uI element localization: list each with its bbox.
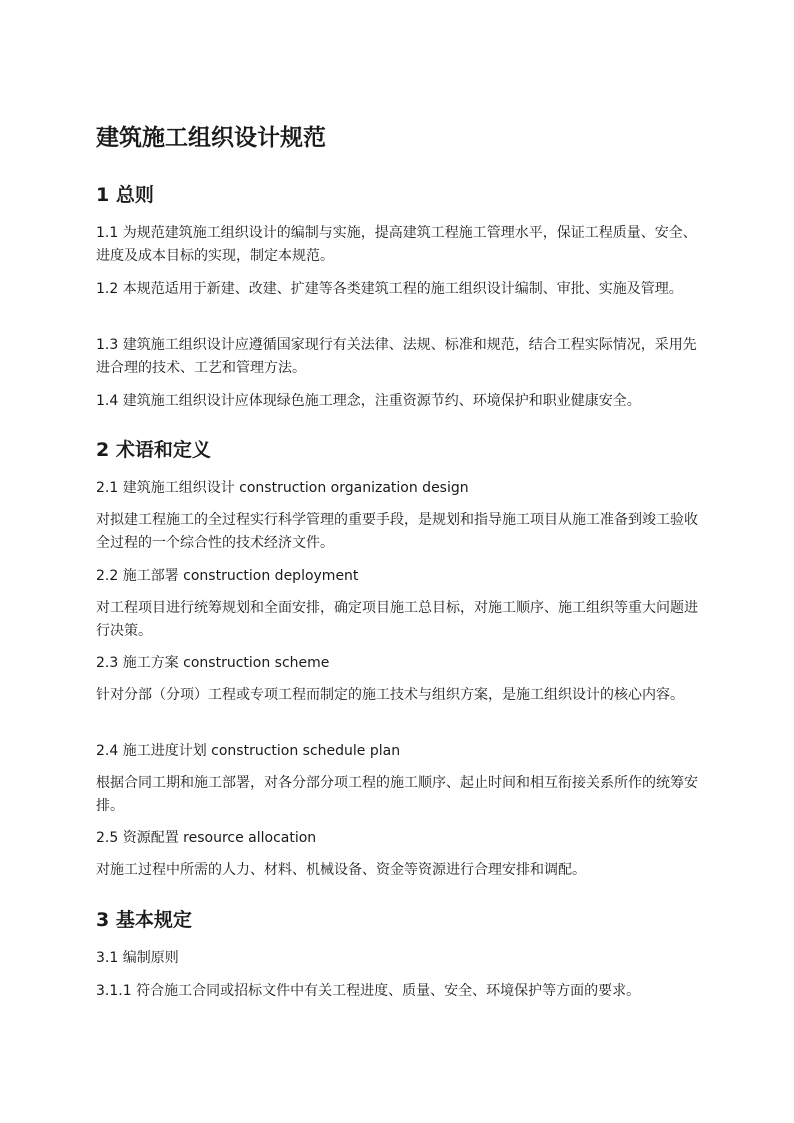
definition-2-5: 对施工过程中所需的人力、材料、机械设备、资金等资源进行合理安排和调配。 bbox=[96, 862, 586, 878]
definition-2-3: 针对分部（分项）工程或专项工程而制定的施工技术与组织方案，是施工组织设计的核心内容。 bbox=[96, 687, 684, 703]
definition-2-4: 根据合同工期和施工部署，对各分部分项工程的施工顺序、起止时间和相互衔接关系所作的统筹安排。 bbox=[96, 775, 698, 814]
term-2-4: 2.4 施工进度计划 construction schedule plan bbox=[96, 743, 401, 759]
term-2-3: 2.3 施工方案 construction scheme bbox=[96, 655, 330, 671]
subsection-3-1: 3.1 编制原则 bbox=[96, 950, 179, 966]
term-2-1: 2.1 建筑施工组织设计 construction organization design bbox=[96, 480, 469, 496]
definition-2-1: 对拟建工程施工的全过程实行科学管理的重要手段，是规划和指导施工项目从施工准备到竣工验收全过程的一个综合性的技术经济文件。 bbox=[96, 512, 698, 551]
paragraph-3-1-1: 3.1.1 符合施工合同或招标文件中有关工程进度、质量、安全、环境保护等方面的要求。 bbox=[96, 983, 641, 999]
term-2-2: 2.2 施工部署 construction deployment bbox=[96, 568, 359, 584]
definition-2-2: 对工程项目进行统筹规划和全面安排，确定项目施工总目标，对施工顺序、施工组织等重大问题进行决策。 bbox=[96, 600, 698, 639]
section-heading-basic-provisions: 3 基本规定 bbox=[96, 909, 192, 931]
paragraph-1-1: 1.1 为规范建筑施工组织设计的编制与实施，提高建筑工程施工管理水平，保证工程质量、安全、进度及成本目标的实现，制定本规范。 bbox=[96, 225, 697, 264]
paragraph-1-2: 1.2 本规范适用于新建、改建、扩建等各类建筑工程的施工组织设计编制、审批、实施及管理。 bbox=[96, 281, 683, 297]
document-title: 建筑施工组织设计规范 bbox=[96, 125, 326, 151]
paragraph-1-3: 1.3 建筑施工组织设计应遵循国家现行有关法律、法规、标准和规范，结合工程实际情况，采用先进合理的技术、工艺和管理方法。 bbox=[96, 337, 697, 376]
section-heading-general: 1 总则 bbox=[96, 184, 154, 206]
section-heading-terms: 2 术语和定义 bbox=[96, 439, 211, 461]
term-2-5: 2.5 资源配置 resource allocation bbox=[96, 830, 317, 846]
paragraph-1-4: 1.4 建筑施工组织设计应体现绿色施工理念，注重资源节约、环境保护和职业健康安全。 bbox=[96, 393, 641, 409]
